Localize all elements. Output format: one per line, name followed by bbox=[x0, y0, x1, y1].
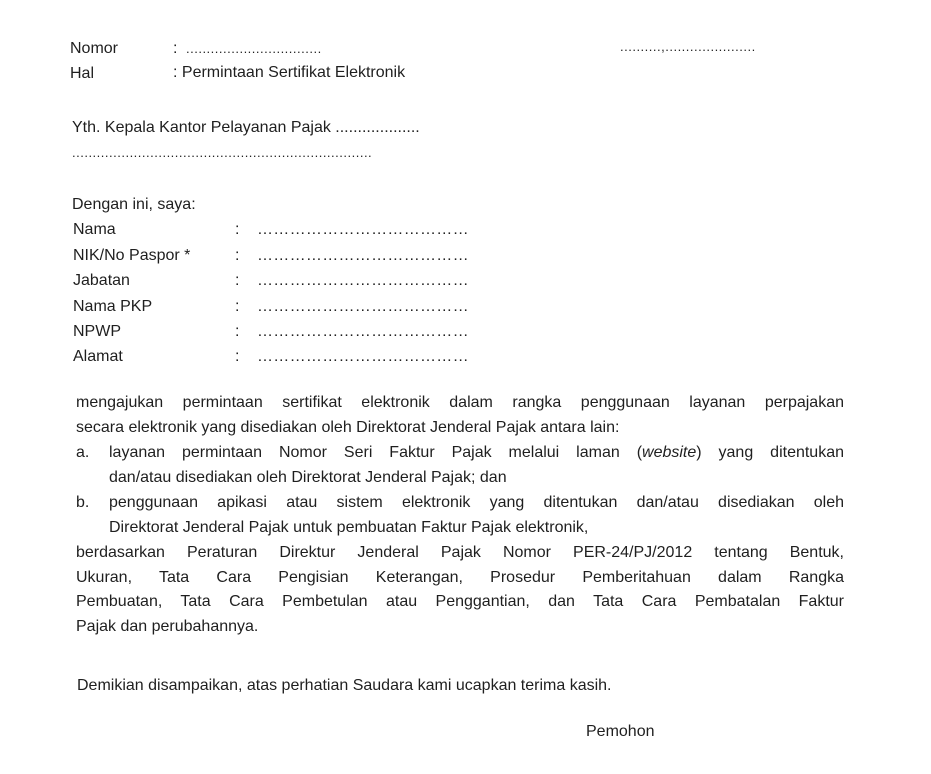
field-label: Alamat bbox=[73, 348, 123, 365]
list-item-line: layanan permintaan Nomor Seri Faktur Pajak melalui laman (website) yang ditentukan bbox=[109, 444, 844, 461]
field-value: ………………………………… bbox=[257, 221, 469, 238]
list-item-text bbox=[109, 441, 844, 490]
closing-text: Demikian disampaikan, atas perhatian Saudara kami ucapkan terima kasih. bbox=[77, 677, 612, 694]
recipient-line-2: ......................................................................... bbox=[72, 145, 373, 160]
field-colon: : bbox=[235, 348, 240, 365]
hal-label: Hal bbox=[70, 65, 95, 82]
field-label: Nama bbox=[73, 221, 116, 238]
body-line: Pembuatan, Tata Cara Pembetulan atau Penggantian, dan Tata Cara Pembatalan Faktur bbox=[76, 593, 844, 610]
field-colon: : bbox=[235, 323, 240, 340]
intro-text: Dengan ini, saya: bbox=[72, 196, 196, 213]
field-label: NIK/No Paspor * bbox=[73, 247, 191, 264]
field-value: ………………………………… bbox=[257, 323, 469, 340]
body-paragraph-2 bbox=[76, 541, 844, 639]
nomor-label: Nomor bbox=[70, 40, 119, 57]
field-value: ………………………………… bbox=[257, 348, 469, 365]
recipient-line-1: Yth. Kepala Kantor Pelayanan Pajak ................... bbox=[72, 119, 420, 136]
list-item-line: dan/atau disediakan oleh Direktorat Jenderal Pajak; dan bbox=[109, 468, 507, 486]
body-paragraph-1 bbox=[76, 391, 844, 440]
list-item-line: Direktorat Jenderal Pajak untuk pembuatan Faktur Pajak elektronik, bbox=[109, 518, 589, 536]
list-item-line: penggunaan apikasi atau sistem elektronik yang ditentukan dan/atau disediakan oleh bbox=[109, 494, 844, 511]
nomor-value: ................................. bbox=[186, 41, 322, 56]
field-value: ………………………………… bbox=[257, 272, 469, 289]
body-line: berdasarkan Peraturan Direktur Jenderal Pajak Nomor PER-24/PJ/2012 tentang Bentuk, bbox=[76, 544, 844, 561]
list-item-text bbox=[109, 491, 844, 540]
field-label: Nama PKP bbox=[73, 298, 153, 315]
field-colon: : bbox=[235, 298, 240, 315]
list-marker: a. bbox=[76, 444, 90, 461]
hal-value: : Permintaan Sertifikat Elektronik bbox=[173, 64, 406, 81]
place-date: ..........,...................... bbox=[620, 39, 756, 54]
body-line: secara elektronik yang disediakan oleh Direktorat Jenderal Pajak antara lain: bbox=[76, 418, 620, 436]
field-value: ………………………………… bbox=[257, 247, 469, 264]
field-colon: : bbox=[235, 221, 240, 238]
field-colon: : bbox=[235, 272, 240, 289]
field-label: NPWP bbox=[73, 323, 121, 340]
signature-label: Pemohon bbox=[586, 723, 655, 740]
field-label: Jabatan bbox=[73, 272, 130, 289]
field-colon: : bbox=[235, 247, 240, 264]
body-line: Pajak dan perubahannya. bbox=[76, 617, 259, 635]
nomor-colon: : bbox=[173, 40, 178, 57]
body-line: mengajukan permintaan sertifikat elektronik dalam rangka penggunaan layanan perpajakan bbox=[76, 394, 844, 411]
field-value: ………………………………… bbox=[257, 298, 469, 315]
body-line: Ukuran, Tata Cara Pengisian Keterangan, Prosedur Pemberitahuan dalam Rangka bbox=[76, 568, 844, 586]
list-marker: b. bbox=[76, 494, 90, 511]
